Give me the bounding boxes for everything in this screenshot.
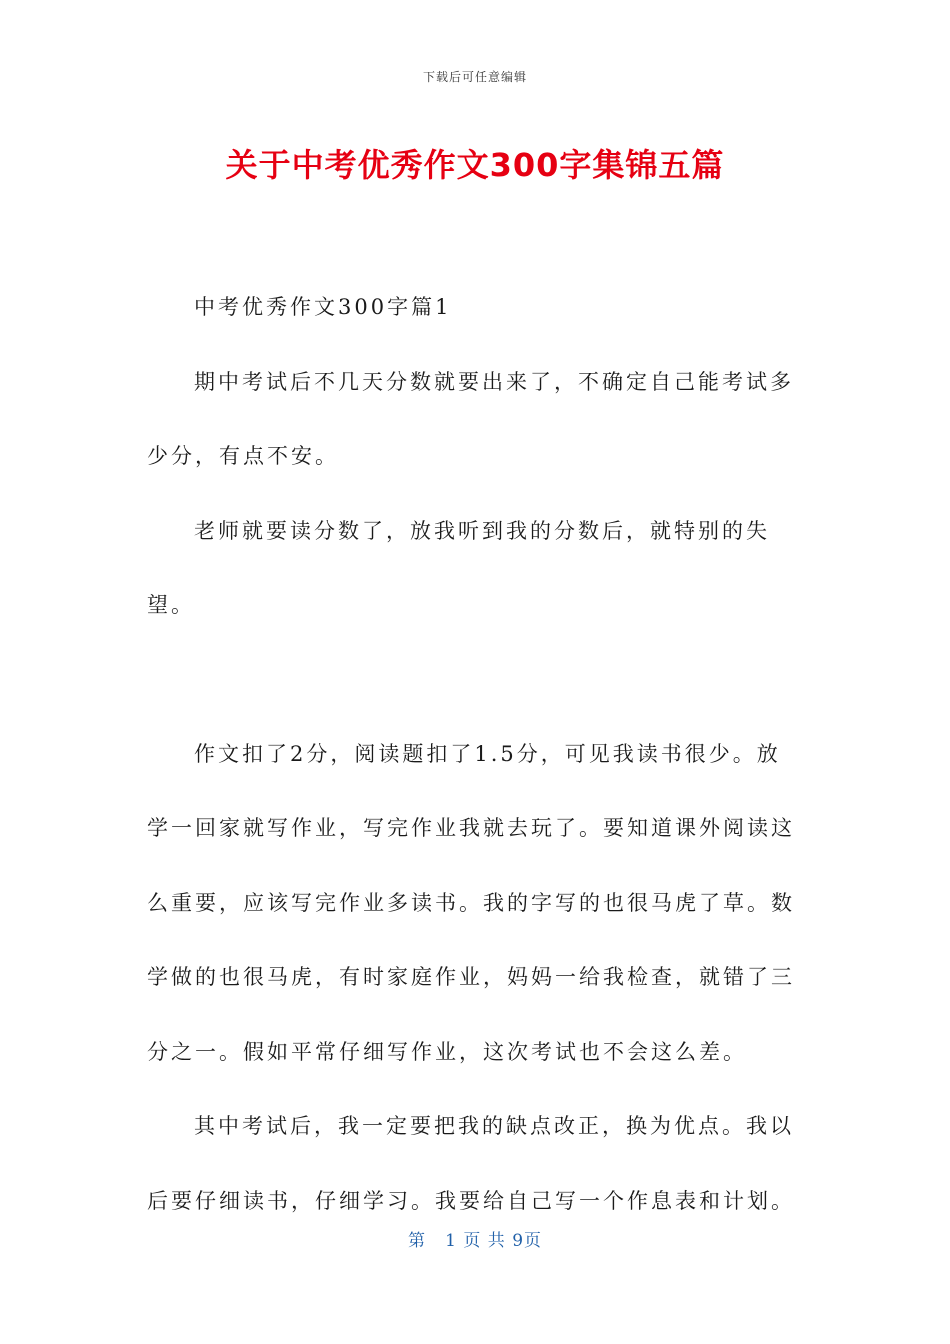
current-page-number: 1 [445,1231,457,1251]
paragraph-gap [147,643,797,717]
page-number-footer [0,1226,950,1251]
paragraph-section-heading: 中考优秀作文300字篇1 [194,295,452,319]
paragraph: 作文扣了2分，阅读题扣了1.5分，可见我读书很少。放学一回家就写作业，写完作业我就去玩了。要知道课外阅读这么重要，应该写完作业多读书。我的字写的也很马虎了草。数学做的也很马虎，有时家庭作业，妈妈一给我检查，就错了三分之一。假如平常仔细写作业，这次考试也不会这么差。 [147,741,795,1064]
total-pages-number: 9 [512,1231,525,1251]
paragraph: 其中考试后，我一定要把我的缺点改正，换为优点。我以后要仔细读书，仔细学习。我要给自己写一个作息表和计划。 [147,1114,795,1213]
paragraph: 老师就要读分数了，放我听到我的分数后，就特别的失望。 [147,518,770,617]
document-body [147,270,797,1238]
document-title: 关于中考优秀作文300字集锦五篇 [225,146,725,184]
page-label-suffix: 页 [524,1231,543,1251]
page-label-prefix: 第 [407,1231,426,1251]
paragraph: 期中考试后不几天分数就要出来了，不确定自己能考试多少分，有点不安。 [147,369,794,468]
header-note: 下载后可任意编辑 [422,70,527,84]
page-label-mid: 页 共 [463,1231,506,1251]
